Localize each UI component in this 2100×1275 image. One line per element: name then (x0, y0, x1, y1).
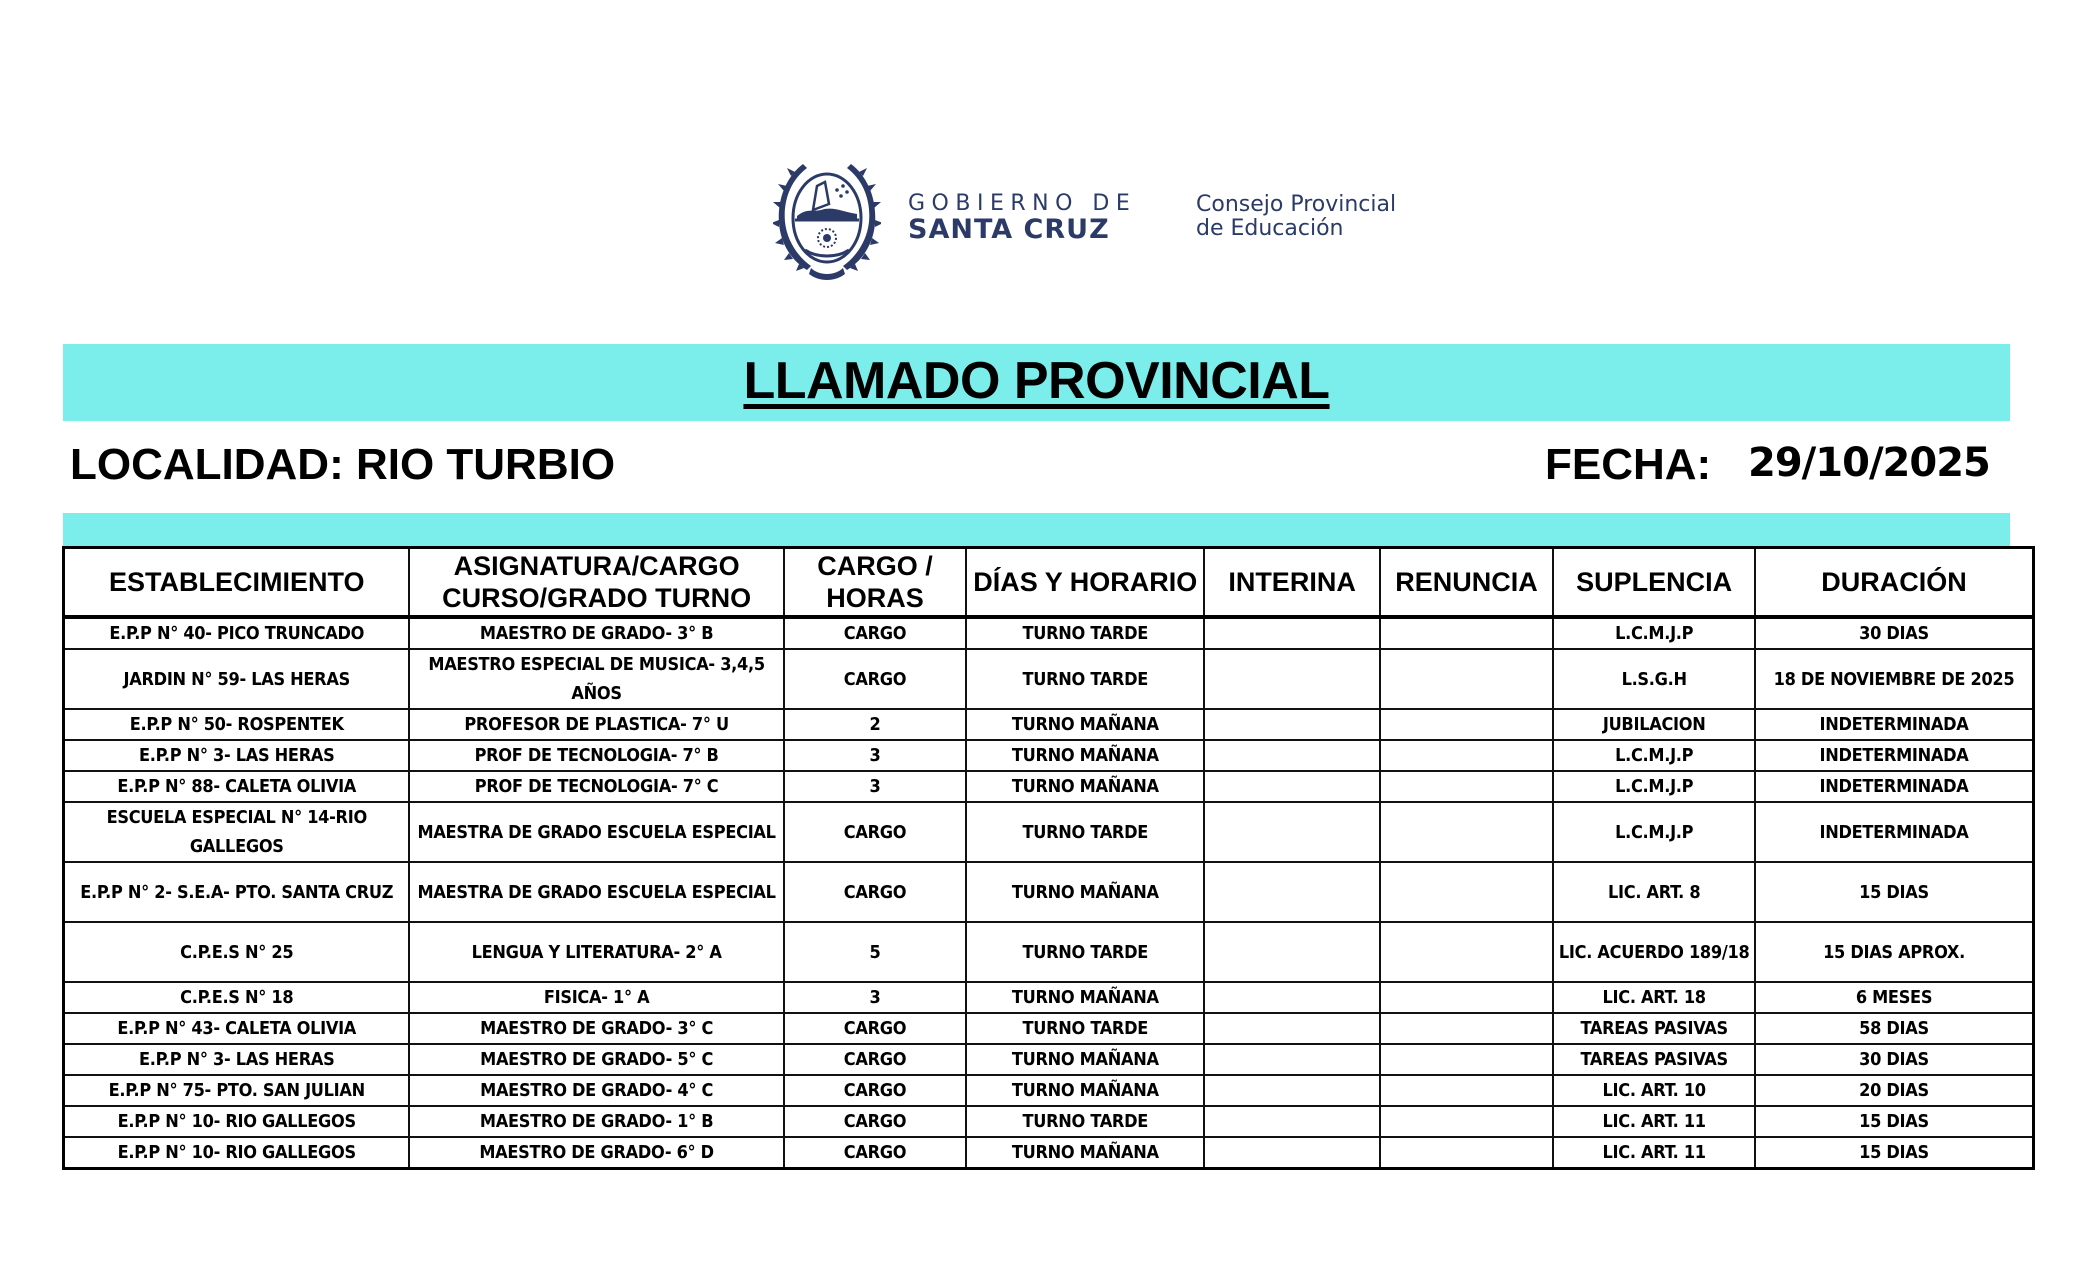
cell-horario: TURNO MAÑANA (966, 709, 1204, 740)
cell-interina (1204, 649, 1380, 709)
cell-cargo: CARGO (784, 1044, 967, 1075)
cell-asignatura: MAESTRO DE GRADO- 3° B (409, 617, 783, 649)
cell-asignatura: PROF DE TECNOLOGIA- 7° C (409, 771, 783, 802)
cell-asignatura: MAESTRO ESPECIAL DE MUSICA- 3,4,5 AÑOS (409, 649, 783, 709)
cell-renuncia (1380, 1044, 1553, 1075)
cell-establecimiento: E.P.P N° 10- RIO GALLEGOS (64, 1106, 410, 1137)
cell-horario: TURNO MAÑANA (966, 982, 1204, 1013)
cell-asignatura: PROFESOR DE PLASTICA- 7° U (409, 709, 783, 740)
cell-suplencia: LIC. ACUERDO 189/18 (1553, 922, 1755, 982)
cell-horario: TURNO TARDE (966, 1013, 1204, 1044)
cell-suplencia: L.S.G.H (1553, 649, 1755, 709)
logo (773, 158, 1443, 283)
cell-cargo: CARGO (784, 617, 967, 649)
cell-cargo: 3 (784, 740, 967, 771)
cell-renuncia (1380, 802, 1553, 862)
col-duracion: DURACIÓN (1755, 548, 2033, 618)
cell-renuncia (1380, 1075, 1553, 1106)
table-header-row (64, 548, 2034, 618)
table-row (64, 617, 2034, 649)
cell-interina (1204, 740, 1380, 771)
cell-renuncia (1380, 922, 1553, 982)
table-row (64, 1075, 2034, 1106)
fecha-value: 29/10/2025 (1748, 440, 1990, 486)
cell-duracion: INDETERMINADA (1755, 802, 2033, 862)
cell-suplencia: L.C.M.J.P (1553, 617, 1755, 649)
cell-asignatura: MAESTRO DE GRADO- 1° B (409, 1106, 783, 1137)
cell-suplencia: TAREAS PASIVAS (1553, 1013, 1755, 1044)
cell-horario: TURNO MAÑANA (966, 862, 1204, 922)
gobierno-line1: GOBIERNO DE (908, 191, 1137, 216)
cell-establecimiento: E.P.P N° 75- PTO. SAN JULIAN (64, 1075, 410, 1106)
cell-horario: TURNO MAÑANA (966, 1044, 1204, 1075)
cell-interina (1204, 1075, 1380, 1106)
cell-cargo: CARGO (784, 1075, 967, 1106)
cell-asignatura: LENGUA Y LITERATURA- 2° A (409, 922, 783, 982)
col-establecimiento: ESTABLECIMIENTO (64, 548, 410, 618)
col-renuncia: RENUNCIA (1380, 548, 1553, 618)
coat-of-arms-icon (773, 158, 881, 282)
table-row (64, 740, 2034, 771)
cell-horario: TURNO MAÑANA (966, 771, 1204, 802)
page-title: LLAMADO PROVINCIAL (743, 351, 1330, 410)
cell-interina (1204, 982, 1380, 1013)
cell-establecimiento: E.P.P N° 50- ROSPENTEK (64, 709, 410, 740)
table-row (64, 1106, 2034, 1137)
cell-establecimiento: C.P.E.S N° 25 (64, 922, 410, 982)
table-row (64, 771, 2034, 802)
cell-cargo: CARGO (784, 1106, 967, 1137)
cell-suplencia: L.C.M.J.P (1553, 802, 1755, 862)
cell-interina (1204, 617, 1380, 649)
cell-interina (1204, 1106, 1380, 1137)
cell-establecimiento: E.P.P N° 88- CALETA OLIVIA (64, 771, 410, 802)
cell-duracion: 15 DIAS (1755, 1106, 2033, 1137)
gobierno-line2: SANTA CRUZ (908, 214, 1110, 245)
cell-renuncia (1380, 1137, 1553, 1169)
cell-establecimiento: E.P.P N° 2- S.E.A- PTO. SANTA CRUZ (64, 862, 410, 922)
consejo-line1: Consejo Provincial (1196, 192, 1397, 217)
table-row (64, 649, 2034, 709)
cell-cargo: 3 (784, 982, 967, 1013)
cell-interina (1204, 862, 1380, 922)
cell-cargo: CARGO (784, 1137, 967, 1169)
cell-asignatura: MAESTRO DE GRADO- 4° C (409, 1075, 783, 1106)
cell-duracion: 15 DIAS APROX. (1755, 922, 2033, 982)
cell-establecimiento: E.P.P N° 3- LAS HERAS (64, 1044, 410, 1075)
cell-renuncia (1380, 649, 1553, 709)
fecha-label: FECHA: (1545, 440, 1712, 489)
cell-suplencia: LIC. ART. 11 (1553, 1137, 1755, 1169)
consejo-line2: de Educación (1196, 216, 1344, 241)
table-row (64, 1044, 2034, 1075)
cell-cargo: 3 (784, 771, 967, 802)
cell-establecimiento: E.P.P N° 43- CALETA OLIVIA (64, 1013, 410, 1044)
cell-suplencia: TAREAS PASIVAS (1553, 1044, 1755, 1075)
table-row (64, 922, 2034, 982)
col-asignatura: ASIGNATURA/CARGO CURSO/GRADO TURNO (409, 548, 783, 618)
cell-cargo: 5 (784, 922, 967, 982)
cell-asignatura: FISICA- 1° A (409, 982, 783, 1013)
cell-duracion: 30 DIAS (1755, 617, 2033, 649)
cell-duracion: INDETERMINADA (1755, 771, 2033, 802)
cell-cargo: 2 (784, 709, 967, 740)
cell-asignatura: MAESTRO DE GRADO- 5° C (409, 1044, 783, 1075)
cell-horario: TURNO TARDE (966, 802, 1204, 862)
cell-establecimiento: E.P.P N° 40- PICO TRUNCADO (64, 617, 410, 649)
cell-asignatura: PROF DE TECNOLOGIA- 7° B (409, 740, 783, 771)
col-interina: INTERINA (1204, 548, 1380, 618)
col-cargo-horas: CARGO / HORAS (784, 548, 967, 618)
cell-suplencia: JUBILACION (1553, 709, 1755, 740)
col-suplencia: SUPLENCIA (1553, 548, 1755, 618)
cell-cargo: CARGO (784, 649, 967, 709)
cell-renuncia (1380, 1106, 1553, 1137)
cell-asignatura: MAESTRO DE GRADO- 6° D (409, 1137, 783, 1169)
cell-duracion: INDETERMINADA (1755, 740, 2033, 771)
table-row (64, 802, 2034, 862)
cell-duracion: 6 MESES (1755, 982, 2033, 1013)
cell-interina (1204, 1137, 1380, 1169)
cell-duracion: 20 DIAS (1755, 1075, 2033, 1106)
cell-duracion: INDETERMINADA (1755, 709, 2033, 740)
cell-duracion: 15 DIAS (1755, 862, 2033, 922)
cell-establecimiento: JARDIN N° 59- LAS HERAS (64, 649, 410, 709)
cell-horario: TURNO TARDE (966, 922, 1204, 982)
separator-band (63, 513, 2010, 546)
cell-renuncia (1380, 617, 1553, 649)
cell-renuncia (1380, 862, 1553, 922)
cell-horario: TURNO TARDE (966, 649, 1204, 709)
col-dias-horario: DÍAS Y HORARIO (966, 548, 1204, 618)
cell-suplencia: LIC. ART. 11 (1553, 1106, 1755, 1137)
cell-cargo: CARGO (784, 802, 967, 862)
cell-suplencia: LIC. ART. 8 (1553, 862, 1755, 922)
cell-duracion: 18 DE NOVIEMBRE DE 2025 (1755, 649, 2033, 709)
cell-asignatura: MAESTRA DE GRADO ESCUELA ESPECIAL (409, 862, 783, 922)
cell-establecimiento: C.P.E.S N° 18 (64, 982, 410, 1013)
cell-suplencia: LIC. ART. 10 (1553, 1075, 1755, 1106)
cell-suplencia: L.C.M.J.P (1553, 740, 1755, 771)
cell-horario: TURNO TARDE (966, 1106, 1204, 1137)
table-row (64, 1013, 2034, 1044)
cell-asignatura: MAESTRO DE GRADO- 3° C (409, 1013, 783, 1044)
cell-cargo: CARGO (784, 862, 967, 922)
table-row (64, 709, 2034, 740)
cell-suplencia: LIC. ART. 18 (1553, 982, 1755, 1013)
vacancies-table (62, 546, 2035, 1170)
cell-duracion: 58 DIAS (1755, 1013, 2033, 1044)
cell-horario: TURNO MAÑANA (966, 1075, 1204, 1106)
localidad: LOCALIDAD: RIO TURBIO (70, 440, 616, 489)
cell-renuncia (1380, 740, 1553, 771)
cell-establecimiento: ESCUELA ESPECIAL N° 14-RIO GALLEGOS (64, 802, 410, 862)
cell-renuncia (1380, 982, 1553, 1013)
cell-establecimiento: E.P.P N° 3- LAS HERAS (64, 740, 410, 771)
cell-asignatura: MAESTRA DE GRADO ESCUELA ESPECIAL (409, 802, 783, 862)
cell-renuncia (1380, 1013, 1553, 1044)
cell-horario: TURNO MAÑANA (966, 740, 1204, 771)
cell-renuncia (1380, 771, 1553, 802)
cell-duracion: 15 DIAS (1755, 1137, 2033, 1169)
cell-cargo: CARGO (784, 1013, 967, 1044)
table-row (64, 1137, 2034, 1169)
cell-suplencia: L.C.M.J.P (1553, 771, 1755, 802)
cell-duracion: 30 DIAS (1755, 1044, 2033, 1075)
cell-establecimiento: E.P.P N° 10- RIO GALLEGOS (64, 1137, 410, 1169)
cell-horario: TURNO TARDE (966, 617, 1204, 649)
cell-interina (1204, 1013, 1380, 1044)
title-band (63, 344, 2010, 421)
cell-horario: TURNO MAÑANA (966, 1137, 1204, 1169)
cell-interina (1204, 922, 1380, 982)
cell-renuncia (1380, 709, 1553, 740)
table-row (64, 982, 2034, 1013)
cell-interina (1204, 802, 1380, 862)
cell-interina (1204, 709, 1380, 740)
table-row (64, 862, 2034, 922)
cell-interina (1204, 1044, 1380, 1075)
cell-interina (1204, 771, 1380, 802)
